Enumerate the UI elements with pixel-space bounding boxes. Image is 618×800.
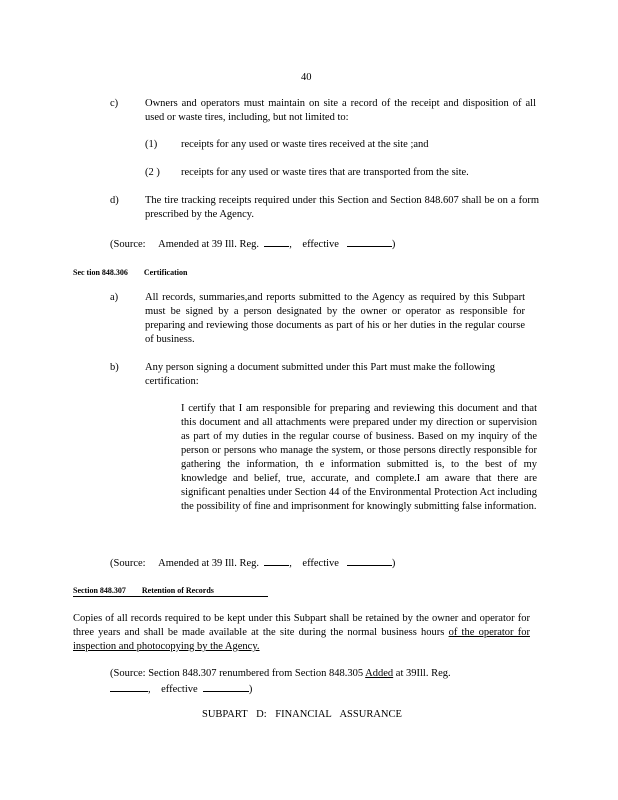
section-848-306-heading (73, 266, 187, 280)
item-b-label: b) (110, 362, 119, 373)
subpart-heading: SUBPART D: FINANCIAL ASSURANCE (202, 709, 402, 720)
source-added: Added (365, 668, 394, 679)
item-c1-text: receipts for any used or waste tires received at the site ;and (181, 139, 429, 150)
blank-line (110, 681, 148, 692)
section-number: Sec tion 848.306 (73, 268, 128, 277)
blank-line (347, 555, 392, 566)
source-comma: , (289, 239, 292, 250)
section-number: Section 848.307 (73, 586, 126, 595)
item-a-text: All records, summaries,and reports submitted to the Agency as required by this Subpart must be signed by a person designated by the owner or operator as responsible for preparing and reviewing those documents as part of his or her duties in the regular course of business. (145, 292, 525, 345)
item-a-label: a) (110, 292, 119, 303)
source-effective: effective (302, 558, 339, 569)
item-c2-text: receipts for any used or waste tires that are transported from the site. (181, 167, 469, 178)
retention-paragraph (73, 612, 530, 654)
source-note-3 (110, 667, 490, 697)
blank-line (264, 236, 289, 247)
blank-line (264, 555, 289, 566)
source-prefix: (Source: (110, 239, 146, 250)
heading-underline (73, 596, 268, 597)
blank-line (203, 681, 249, 692)
item-c-label: c) (110, 98, 119, 109)
source-close: ) (391, 239, 396, 250)
section-title: Certification (143, 268, 188, 277)
certification-statement: I certify that I am responsible for preparing and reviewing this document and that this document and all attachments were prepared under my direction or supervision as part of my duties in the regular course of business. Based on my inquiry of the person or persons who manage the system, or those persons directly responsible for gathering the information, th e information submitted is, to the best of my knowledge and belief, true, accurate, and complete.I am aware that there are significant penalties under Section 44 of the Environmental Protection Act including the possibility of fine and imprisonment for knowingly submitting false information. (181, 403, 537, 512)
item-c1-label: (1) (145, 139, 158, 150)
source-amended: Amended at 39 Ill. Reg. (158, 558, 260, 569)
retention-added-text: of the operator for inspection and photocopying by the Agency. (73, 627, 530, 652)
item-d-label: d) (110, 195, 119, 206)
source-close: ) (248, 684, 253, 695)
source-amended: Amended at 39 Ill. Reg. (158, 239, 260, 250)
item-c-text: Owners and operators must maintain on site a record of the receipt and disposition of all used or waste tires, including, but not limited to: (145, 98, 536, 123)
source-note-1 (110, 236, 395, 252)
source-prefix: (Source: (110, 558, 146, 569)
blank-line (347, 236, 392, 247)
source-note-2 (110, 555, 395, 571)
source-renumbered-text: (Source: Section 848.307 renumbered from Section 848.305 (110, 668, 364, 679)
item-c2-label: (2 ) (145, 167, 160, 178)
source-comma: , (289, 558, 292, 569)
retention-text: Copies of all records required to be kept under this Subpart shall be retained by the owner and operator for three years and shall be made available at the site during the normal business hours (73, 613, 530, 638)
source-comma: , (148, 684, 151, 695)
section-title: Retention of Records (141, 586, 214, 595)
page-number: 40 (301, 72, 312, 83)
source-close: ) (391, 558, 396, 569)
source-at: at 39Ill. Reg. (395, 668, 451, 679)
item-b-text: Any person signing a document submitted under this Part must make the following certification: (145, 362, 495, 387)
source-effective: effective (302, 239, 339, 250)
source-effective: effective (161, 684, 198, 695)
item-d-text: The tire tracking receipts required under this Section and Section 848.607 shall be on a form prescribed by the Agency. (145, 195, 539, 220)
